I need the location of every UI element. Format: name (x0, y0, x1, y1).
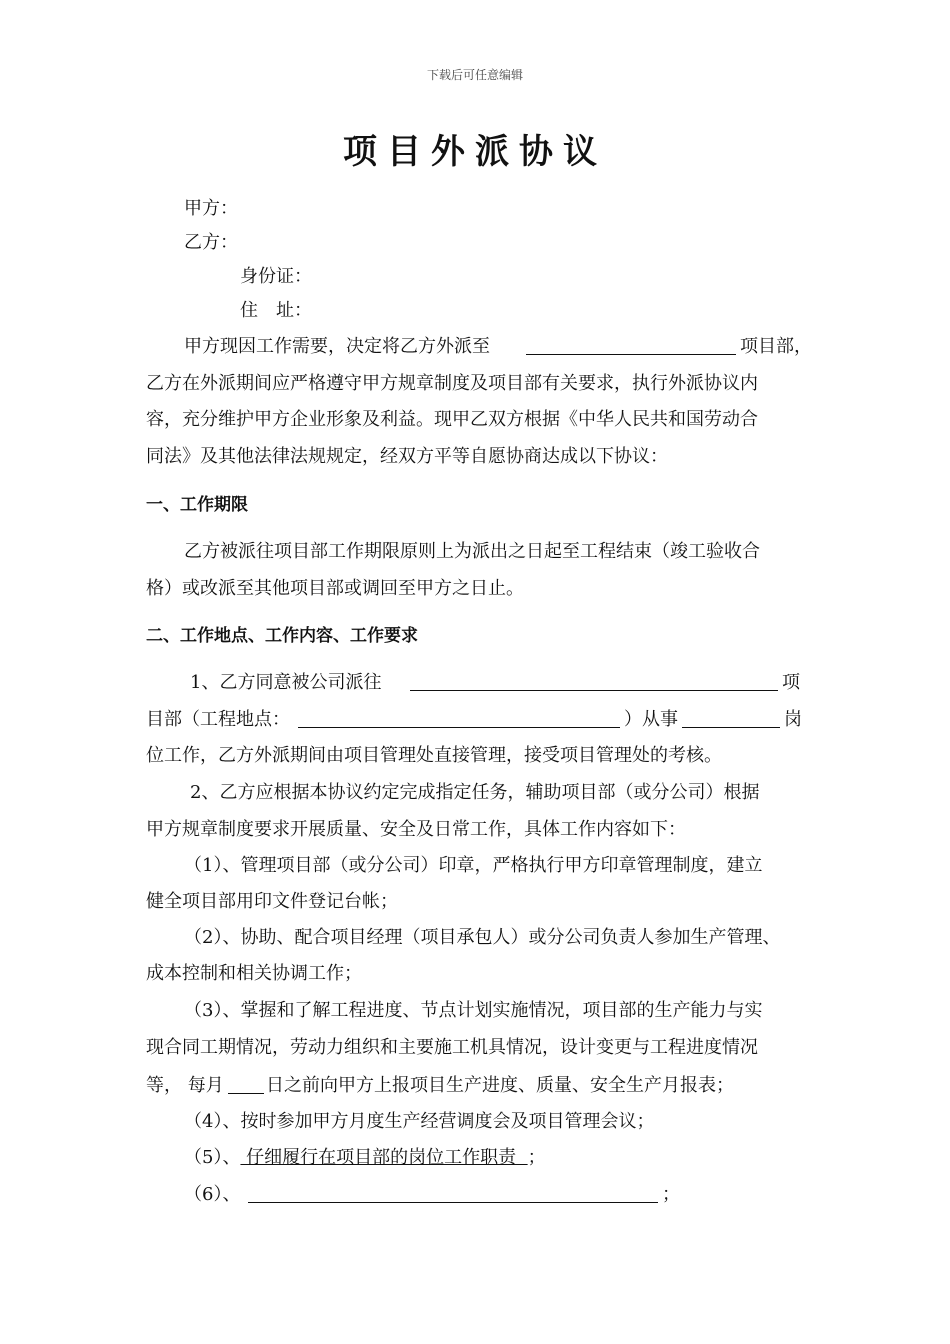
item-3-line-1: （3）、掌握和了解工程进度、节点计划实施情况，项目部的生产能力与实 (184, 1000, 763, 1021)
page-title: 项目外派协议 (343, 132, 607, 172)
item-5-duty-text: 仔细履行在项目部的岗位工作职责 (240, 1147, 528, 1168)
clause-1-text-e: 岗 (784, 709, 802, 730)
project-dept-blank[interactable] (526, 336, 736, 355)
clause-1-text-a: 1、乙方同意被公司派往 (190, 672, 382, 693)
item-5-end: ； (527, 1147, 546, 1168)
item-6-end: ； (662, 1184, 680, 1205)
clause-2-line-2: 甲方规章制度要求开展质量、安全及日常工作，具体工作内容如下： (146, 819, 686, 840)
item-5-line (184, 1147, 546, 1169)
item-3-line-2: 现合同工期情况，劳动力组织和主要施工机具情况，设计变更与工程进度情况 (146, 1037, 758, 1058)
intro-text-1a: 甲方现因工作需要，决定将乙方外派至 (184, 336, 490, 357)
work-location-blank[interactable] (298, 709, 620, 728)
id-card-label: 身份证： (240, 266, 312, 287)
address-label: 住 址： (240, 300, 312, 321)
intro-line-3: 容，充分维护甲方企业形象及利益。现甲乙双方根据《中华人民共和国劳动合 (146, 409, 758, 430)
clause-1-text-b: 项 (782, 672, 800, 693)
item-6-number: （6）、 (184, 1184, 241, 1205)
item-1-line-2: 健全项目部用印文件登记台帐； (146, 891, 398, 912)
position-blank[interactable] (682, 709, 780, 728)
item-5-number: （5）、 (184, 1147, 241, 1168)
clause-2-line-1: 2、乙方应根据本协议约定完成指定任务，辅助项目部（或分公司）根据 (190, 782, 760, 803)
report-day-blank[interactable] (228, 1075, 264, 1094)
clause-1-text-d: ）从事 (624, 709, 678, 730)
item-6-blank[interactable] (248, 1184, 658, 1203)
item-2-line-1: （2）、协助、配合项目经理（项目承包人）或分公司负责人参加生产管理、 (184, 927, 781, 948)
item-3-text-c: 等， 每月 (146, 1075, 224, 1096)
clause-1-text-c: 目部（工程地点： (146, 709, 290, 730)
party-b-label: 乙方： (184, 232, 238, 253)
clause-1-text-f: 位工作，乙方外派期间由项目管理处直接管理，接受项目管理处的考核。 (146, 745, 722, 766)
section-1-line-1: 乙方被派往项目部工作期限原则上为派出之日起至工程结束（竣工验收合 (184, 541, 760, 562)
dispatch-project-blank[interactable] (410, 672, 778, 691)
party-a-label: 甲方： (184, 198, 238, 219)
intro-line-4: 同法》及其他法律法规规定，经双方平等自愿协商达成以下协议： (146, 446, 668, 467)
item-1-line-1: （1）、管理项目部（或分公司）印章，严格执行甲方印章管理制度，建立 (184, 855, 763, 876)
section-1-line-2: 格）或改派至其他项目部或调回至甲方之日止。 (146, 578, 524, 599)
intro-line-2: 乙方在外派期间应严格遵守甲方规章制度及项目部有关要求，执行外派协议内 (146, 373, 758, 394)
item-3-text-d: 日之前向甲方上报项目生产进度、质量、安全生产月报表； (266, 1075, 734, 1096)
section-1-heading: 一、工作期限 (146, 495, 248, 515)
intro-line-1 (184, 336, 490, 358)
intro-text-1b: 项目部， (740, 336, 812, 357)
item-2-line-2: 成本控制和相关协调工作； (146, 963, 362, 984)
item-4-line: （4）、按时参加甲方月度生产经营调度会及项目管理会议； (184, 1111, 655, 1132)
section-2-heading: 二、工作地点、工作内容、工作要求 (146, 626, 418, 646)
page-header: 下载后可任意编辑 (426, 68, 523, 82)
